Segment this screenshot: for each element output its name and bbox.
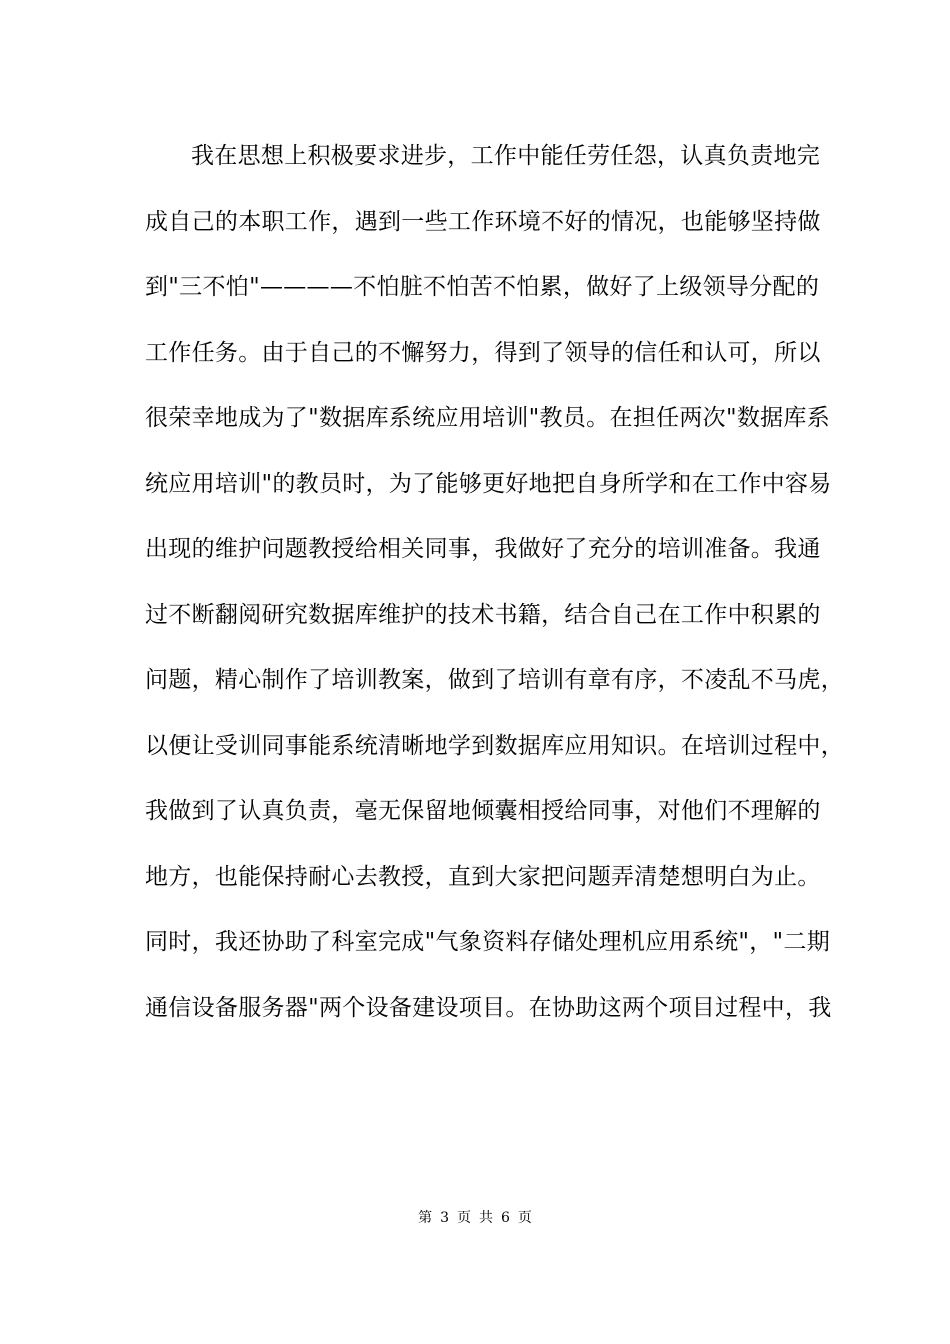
text-line-13: 同时，我还协助了科室完成"气象资料存储处理机应用系统"，"二期 bbox=[145, 929, 831, 955]
text-line-3: 到"三不怕"————不怕脏不怕苦不怕累，做好了上级领导分配的 bbox=[145, 274, 820, 300]
footer-current-page: 3 bbox=[440, 1210, 449, 1226]
page-footer bbox=[0, 1208, 950, 1228]
footer-total-pages: 6 bbox=[501, 1210, 510, 1226]
text-line-5: 很荣幸地成为了"数据库系统应用培训"教员。在担任两次"数据库系 bbox=[145, 405, 831, 431]
text-line-4: 工作任务。由于自己的不懈努力，得到了领导的信任和认可，所以 bbox=[145, 339, 821, 366]
footer-label-page: 第 bbox=[418, 1210, 433, 1226]
text-line-2: 成自己的本职工作，遇到一些工作环境不好的情况，也能够坚持做 bbox=[145, 208, 821, 235]
footer-label-page-unit: 页 bbox=[457, 1210, 471, 1226]
text-line-1: 我在思想上积极要求进步，工作中能任劳任怨，认真负责地完 bbox=[191, 143, 821, 169]
footer-label-total: 共 bbox=[479, 1210, 493, 1226]
text-line-12: 地方，也能保持耐心去教授，直到大家把问题弄清楚想明白为止。 bbox=[145, 863, 821, 890]
text-line-8: 过不断翻阅研究数据库维护的技术书籍，结合自己在工作中积累的 bbox=[145, 601, 821, 628]
text-line-9: 问题，精心制作了培训教案，做到了培训有章有序，不凌乱不马虎， bbox=[145, 667, 844, 693]
text-line-14: 通信设备服务器"两个设备建设项目。在协助这两个项目过程中，我 bbox=[145, 994, 832, 1021]
text-line-10: 以便让受训同事能系统清晰地学到数据库应用知识。在培训过程中， bbox=[145, 732, 844, 759]
text-line-11: 我做到了认真负责，毫无保留地倾囊相授给同事，对他们不理解的 bbox=[145, 798, 821, 824]
text-line-6: 统应用培训"的教员时，为了能够更好地把自身所学和在工作中容易 bbox=[145, 470, 832, 497]
text-line-7: 出现的维护问题教授给相关同事，我做好了充分的培训准备。我通 bbox=[145, 536, 821, 562]
footer-label-total-unit: 页 bbox=[517, 1210, 532, 1226]
body-paragraph bbox=[145, 138, 844, 1055]
